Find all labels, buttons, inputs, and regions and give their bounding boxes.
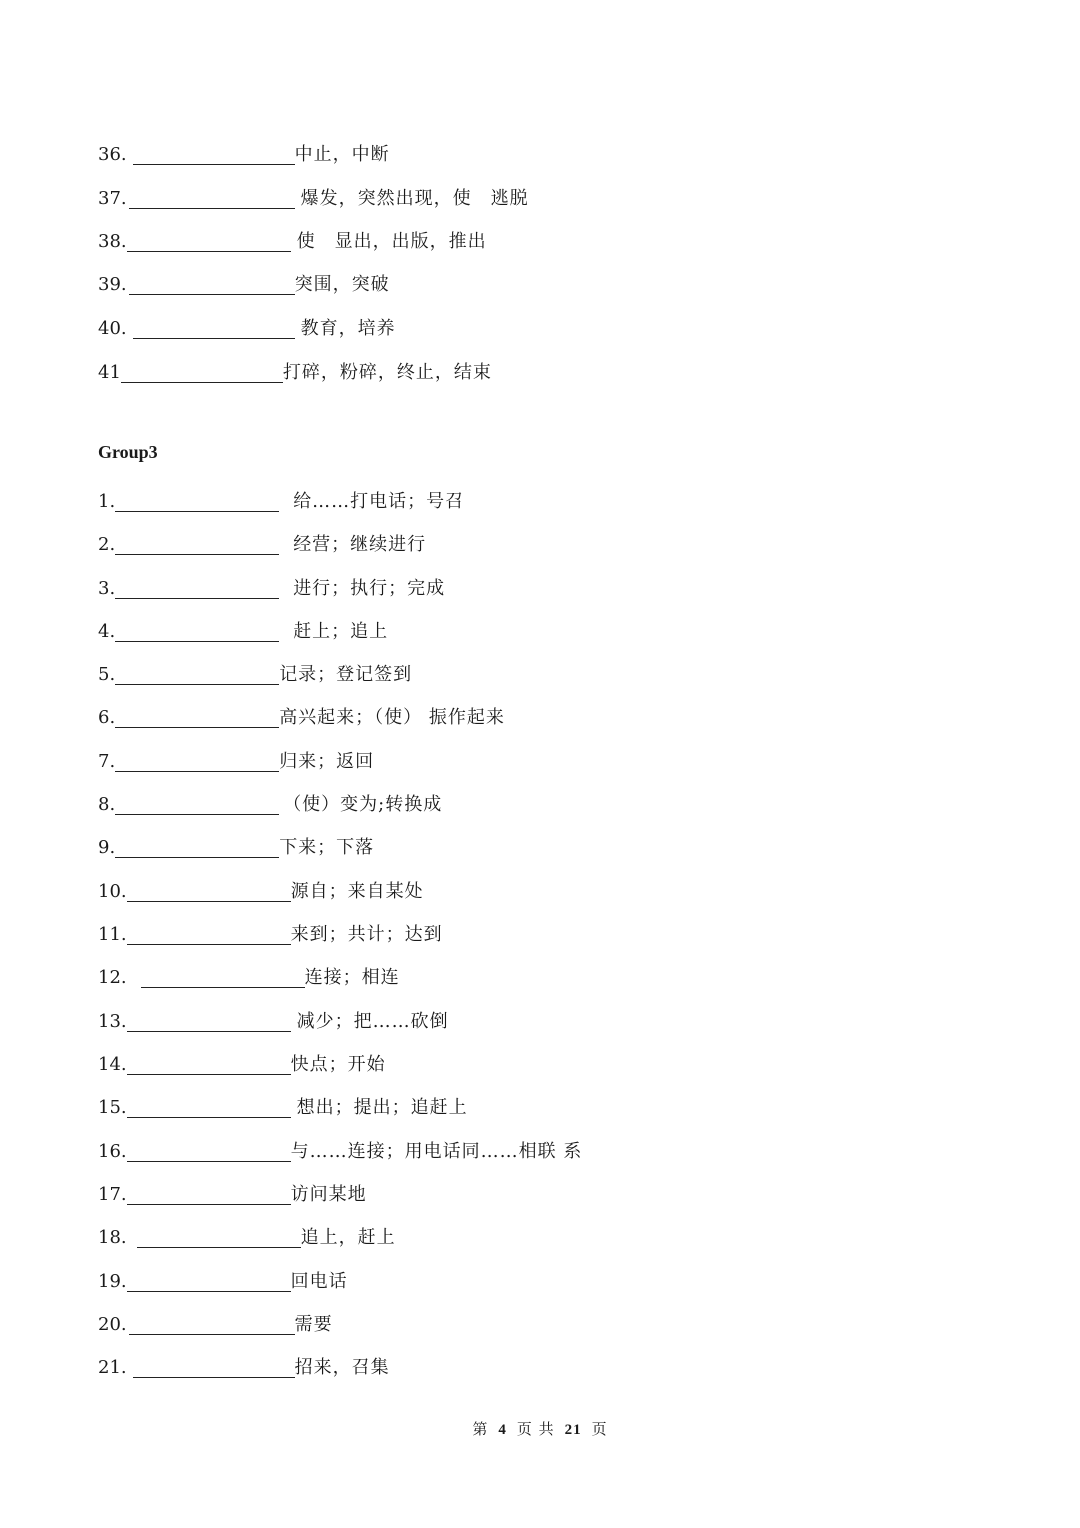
- item-meaning: 使 显出，出版，推出: [296, 231, 487, 252]
- answer-blank[interactable]: [133, 144, 295, 165]
- item-meaning: 源自；来自某处: [290, 881, 424, 902]
- item-number: 15.: [98, 1097, 127, 1118]
- item-number: 10.: [98, 881, 127, 902]
- item-meaning: 给……打电话；号召: [293, 491, 465, 512]
- item-meaning: 教育，培养: [300, 318, 396, 339]
- item-number: 2.: [98, 534, 116, 555]
- item-number: 19.: [98, 1271, 127, 1292]
- list-item: [98, 1133, 582, 1163]
- answer-blank[interactable]: [129, 188, 295, 209]
- item-meaning: 爆发，突然出现，使 逃脱: [300, 188, 529, 209]
- answer-blank[interactable]: [121, 362, 283, 383]
- answer-blank[interactable]: [141, 967, 305, 988]
- answer-blank[interactable]: [115, 578, 279, 599]
- item-number: 13.: [98, 1011, 127, 1032]
- list-item: [98, 873, 424, 903]
- answer-blank[interactable]: [133, 1357, 295, 1378]
- answer-blank[interactable]: [127, 1097, 291, 1118]
- footer-prefix: 第: [472, 1420, 489, 1438]
- answer-blank[interactable]: [127, 1141, 291, 1162]
- answer-blank[interactable]: [127, 924, 291, 945]
- item-number: 11.: [98, 924, 127, 945]
- item-meaning: 经营；继续进行: [293, 534, 427, 555]
- item-number: 9.: [98, 837, 116, 858]
- item-meaning: 归来；返回: [279, 751, 375, 772]
- answer-blank[interactable]: [127, 1271, 291, 1292]
- list-item: [98, 1089, 468, 1119]
- answer-blank[interactable]: [115, 664, 279, 685]
- item-number: 3.: [98, 578, 116, 599]
- item-number: 39.: [98, 274, 127, 295]
- list-item: [98, 699, 505, 729]
- list-item: [98, 656, 412, 686]
- item-number: 36.: [98, 144, 127, 165]
- item-number: 8.: [98, 794, 116, 815]
- list-item: [98, 136, 390, 166]
- item-number: 6.: [98, 707, 116, 728]
- footer-total-pages: 21: [564, 1422, 582, 1438]
- item-meaning: 突围，突破: [294, 274, 390, 295]
- list-item: [98, 180, 529, 210]
- item-meaning: 需要: [294, 1314, 333, 1335]
- item-meaning: 快点；开始: [290, 1054, 386, 1075]
- item-meaning: 赶上；追上: [293, 621, 389, 642]
- item-meaning: 高兴起来；（使） 振作起来: [279, 707, 505, 728]
- list-item: [98, 354, 492, 384]
- list-item: [98, 1003, 449, 1033]
- answer-blank[interactable]: [127, 1054, 291, 1075]
- item-number: 21.: [98, 1357, 127, 1378]
- item-number: 14.: [98, 1054, 127, 1075]
- item-meaning: 中止，中断: [294, 144, 390, 165]
- list-item: [98, 310, 396, 340]
- item-meaning: 与……连接；用电话同……相联 系: [290, 1141, 583, 1162]
- item-meaning: 想出；提出；追赶上: [296, 1097, 468, 1118]
- answer-blank[interactable]: [115, 751, 279, 772]
- item-number: 4.: [98, 621, 116, 642]
- list-item: [98, 1046, 386, 1076]
- list-item: [98, 266, 390, 296]
- list-item: [98, 526, 426, 556]
- item-meaning: 招来，召集: [294, 1357, 390, 1378]
- answer-blank[interactable]: [127, 1011, 291, 1032]
- item-meaning: （使）变为;转换成: [283, 794, 443, 815]
- answer-blank[interactable]: [115, 794, 279, 815]
- list-item: [98, 959, 400, 989]
- group-title: Group3: [98, 442, 158, 462]
- answer-blank[interactable]: [127, 1184, 291, 1205]
- item-number: 12.: [98, 967, 127, 988]
- list-item: [98, 1306, 333, 1336]
- item-meaning: 减少；把……砍倒: [296, 1011, 449, 1032]
- item-number: 17.: [98, 1184, 127, 1205]
- item-meaning: 连接；相连: [304, 967, 400, 988]
- answer-blank[interactable]: [115, 491, 279, 512]
- item-number: 5.: [98, 664, 116, 685]
- answer-blank[interactable]: [115, 707, 279, 728]
- item-meaning: 进行；执行；完成: [293, 578, 446, 599]
- item-number: 16.: [98, 1141, 127, 1162]
- answer-blank[interactable]: [133, 318, 295, 339]
- item-number: 38.: [98, 231, 127, 252]
- answer-blank[interactable]: [129, 274, 295, 295]
- list-item: [98, 223, 487, 253]
- list-item: [98, 570, 445, 600]
- item-number: 40.: [98, 318, 127, 339]
- item-number: 41: [98, 362, 121, 383]
- answer-blank[interactable]: [115, 621, 279, 642]
- item-number: 37.: [98, 188, 127, 209]
- footer-suffix: 页: [591, 1420, 608, 1438]
- list-item: [98, 743, 374, 773]
- answer-blank[interactable]: [129, 1314, 295, 1335]
- item-meaning: 访问某地: [290, 1184, 367, 1205]
- page-footer: [0, 1418, 1080, 1439]
- item-meaning: 下来；下落: [279, 837, 375, 858]
- answer-blank[interactable]: [115, 534, 279, 555]
- answer-blank[interactable]: [115, 837, 279, 858]
- item-meaning: 来到；共计；达到: [290, 924, 443, 945]
- item-number: 18.: [98, 1227, 127, 1248]
- footer-middle: 页 共: [516, 1420, 555, 1438]
- item-number: 7.: [98, 751, 116, 772]
- list-item: [98, 1219, 396, 1249]
- list-item: [98, 916, 443, 946]
- list-item: [98, 1176, 367, 1206]
- list-item: [98, 1349, 390, 1379]
- item-meaning: 记录；登记签到: [279, 664, 413, 685]
- item-meaning: 回电话: [290, 1271, 348, 1292]
- item-meaning: 打碎，粉碎，终止，结束: [282, 362, 492, 383]
- list-item: [98, 483, 464, 513]
- answer-blank[interactable]: [127, 881, 291, 902]
- list-item: [98, 786, 442, 816]
- item-number: 20.: [98, 1314, 127, 1335]
- item-number: 1.: [98, 491, 116, 512]
- answer-blank[interactable]: [127, 231, 291, 252]
- list-item: [98, 613, 388, 643]
- answer-blank[interactable]: [137, 1227, 301, 1248]
- list-item: [98, 829, 374, 859]
- footer-page-number: 4: [498, 1422, 507, 1438]
- list-item: [98, 1263, 348, 1293]
- item-meaning: 追上，赶上: [300, 1227, 396, 1248]
